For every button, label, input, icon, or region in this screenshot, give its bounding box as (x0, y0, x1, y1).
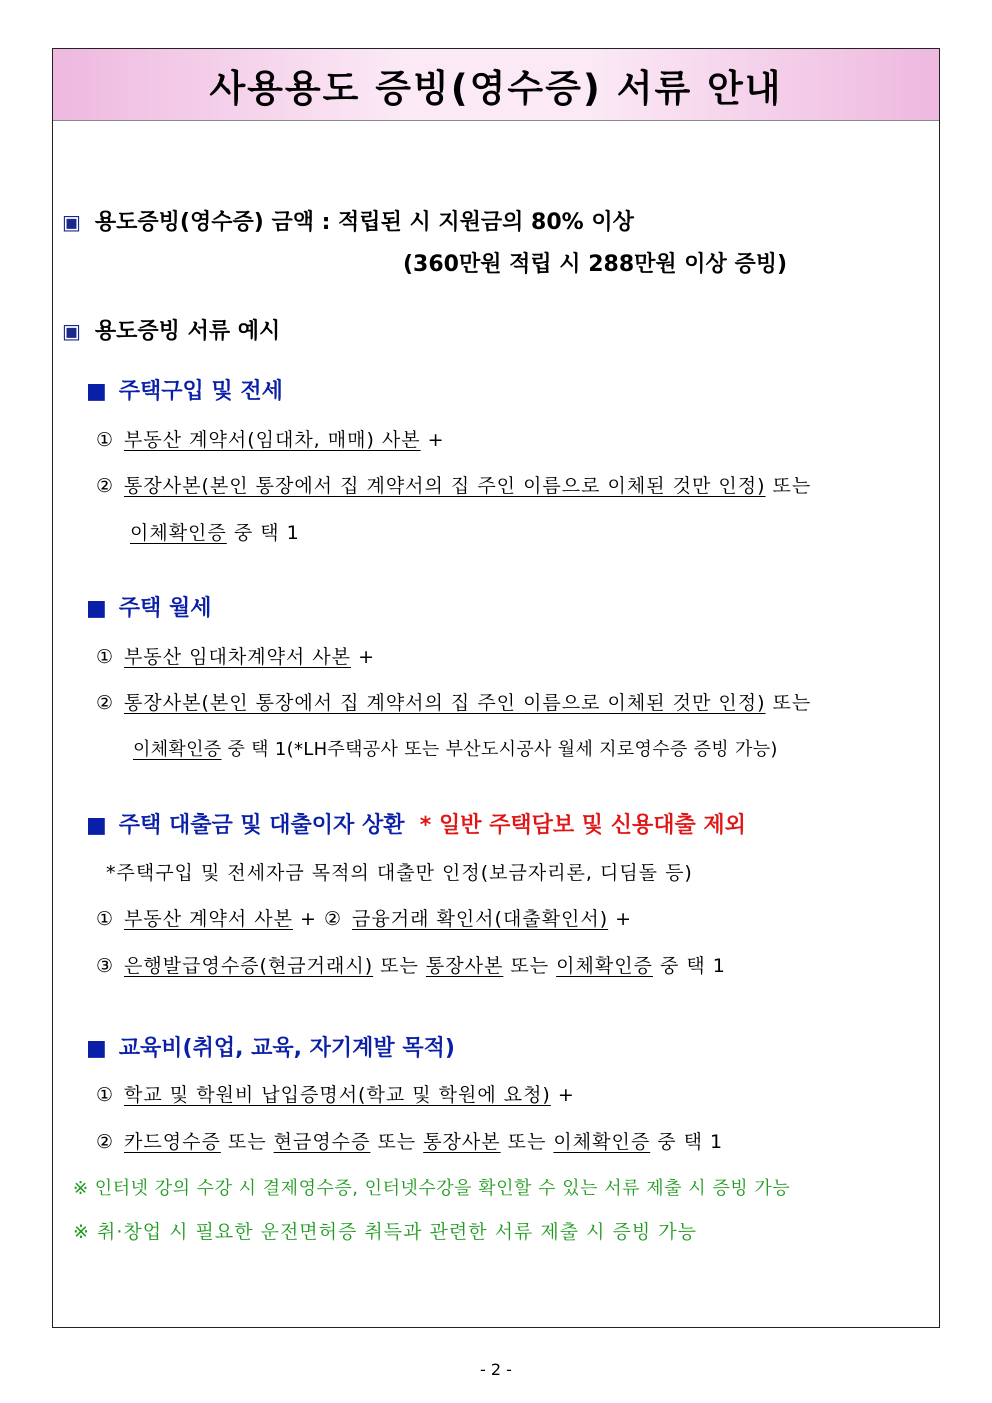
item-text: 통장사본(본인 통장에서 집 계약서의 집 주인 이름으로 이체된 것만 인정) (124, 475, 766, 497)
item-tail: + (550, 1084, 575, 1106)
housing-loan-title: 주택 대출금 및 대출이자 상환 (118, 813, 405, 838)
item-text: 현금영수증 (273, 1131, 371, 1153)
housing-rent-heading (86, 591, 211, 622)
education-title: 교육비(취업, 교육, 자기계발 목적) (118, 1036, 455, 1061)
loan-exclusion-note: * 일반 주택담보 및 신용대출 제외 (419, 813, 746, 838)
item-tail: 중 택 1 (650, 1131, 724, 1153)
square-bullet-icon: ■ (86, 1036, 107, 1061)
item-text: 부동산 임대차계약서 사본 (124, 646, 352, 668)
page-number: - 2 - (480, 1360, 512, 1379)
housing-purchase-title: 주택구입 및 전세 (118, 379, 283, 404)
item-number: ① (96, 1084, 115, 1106)
item-text: 통장사본 (423, 1131, 501, 1153)
item-number: ③ (96, 955, 115, 977)
examples-section (62, 314, 280, 345)
housing-loan-item-1-2 (96, 904, 632, 931)
item-number: ① (96, 646, 115, 668)
housing-rent-item-1 (96, 642, 375, 669)
housing-purchase-item-1 (96, 425, 445, 452)
square-bullet-icon: ■ (86, 813, 107, 838)
item-or: 또는 (220, 1131, 274, 1153)
item-text: 카드영수증 (124, 1131, 221, 1153)
education-item-2 (96, 1127, 723, 1154)
item-text: 부동산 계약서(임대차, 매매) 사본 (124, 429, 421, 451)
item-number: ① (96, 908, 115, 930)
item-number: ② (323, 908, 343, 930)
item-number: ② (96, 692, 115, 714)
item-plus: + (292, 908, 324, 930)
item-text: 통장사본(본인 통장에서 집 계약서의 집 주인 이름으로 이체된 것만 인정) (124, 692, 766, 714)
item-text: 금융거래 확인서(대출확인서) (352, 908, 609, 930)
amount-example: (360만원 적립 시 288만원 이상 증빙) (403, 252, 788, 277)
amount-text: 용도증빙(영수증) 금액 : 적립된 시 지원금의 80% 이상 (94, 210, 634, 235)
item-text: 부동산 계약서 사본 (124, 908, 293, 930)
education-heading (86, 1031, 455, 1062)
housing-loan-item-3 (96, 951, 726, 978)
item-tail: + (608, 908, 633, 930)
item-text: 통장사본 (425, 955, 504, 977)
checkbox-square-icon: ▣ (62, 319, 81, 343)
item-tail: 또는 (765, 475, 812, 497)
housing-rent-title: 주택 월세 (118, 596, 212, 621)
square-bullet-icon: ■ (86, 379, 107, 404)
housing-loan-heading (86, 808, 746, 839)
item-tail: + (420, 429, 445, 451)
education-note-online: ※ 인터넷 강의 수강 시 결제영수증, 인터넷수강을 확인할 수 있는 서류 제출 시 증빙 가능 (73, 1178, 791, 1199)
item-or: 또는 (503, 955, 557, 977)
education-item-1 (96, 1080, 575, 1107)
item-or: 또는 (373, 955, 426, 977)
checkbox-square-icon: ▣ (62, 210, 81, 234)
item-tail: 또는 (765, 692, 812, 714)
item-tail: 중 택 1 (652, 955, 726, 977)
item-tail: 중 택 1(*LH주택공사 또는 부산도시공사 월세 지로영수증 증빙 가능) (221, 739, 778, 760)
housing-purchase-item-2 (96, 471, 811, 498)
amount-section (62, 205, 634, 236)
item-text: 학교 및 학원비 납입증명서(학교 및 학원에 요청) (124, 1084, 551, 1106)
item-tail: + (351, 646, 375, 668)
housing-rent-item-2 (96, 688, 811, 715)
item-text: 이체확인증 (553, 1131, 651, 1153)
item-text: 이체확인증 (556, 955, 653, 977)
item-text: 이체확인증 (130, 522, 227, 544)
item-number: ② (96, 475, 115, 497)
square-bullet-icon: ■ (86, 596, 107, 621)
item-number: ② (96, 1131, 115, 1153)
page-title: 사용용도 증빙(영수증) 서류 안내 (209, 66, 783, 110)
housing-loan-note: *주택구입 및 전세자금 목적의 대출만 인정(보금자리론, 디딤돌 등) (106, 862, 693, 884)
housing-purchase-item-2-cont (130, 518, 300, 545)
title-banner (53, 49, 939, 121)
education-note-license: ※ 취·창업 시 필요한 운전면허증 취득과 관련한 서류 제출 시 증빙 가능 (73, 1221, 697, 1243)
housing-purchase-heading (86, 374, 283, 405)
housing-rent-item-2-cont (133, 735, 778, 761)
item-text: 은행발급영수증(현금거래시) (124, 955, 374, 977)
examples-heading: 용도증빙 서류 예시 (94, 319, 281, 344)
item-tail: 중 택 1 (226, 522, 300, 544)
item-or: 또는 (500, 1131, 554, 1153)
item-or: 또는 (370, 1131, 424, 1153)
item-number: ① (96, 429, 115, 451)
item-text: 이체확인증 (133, 739, 222, 760)
